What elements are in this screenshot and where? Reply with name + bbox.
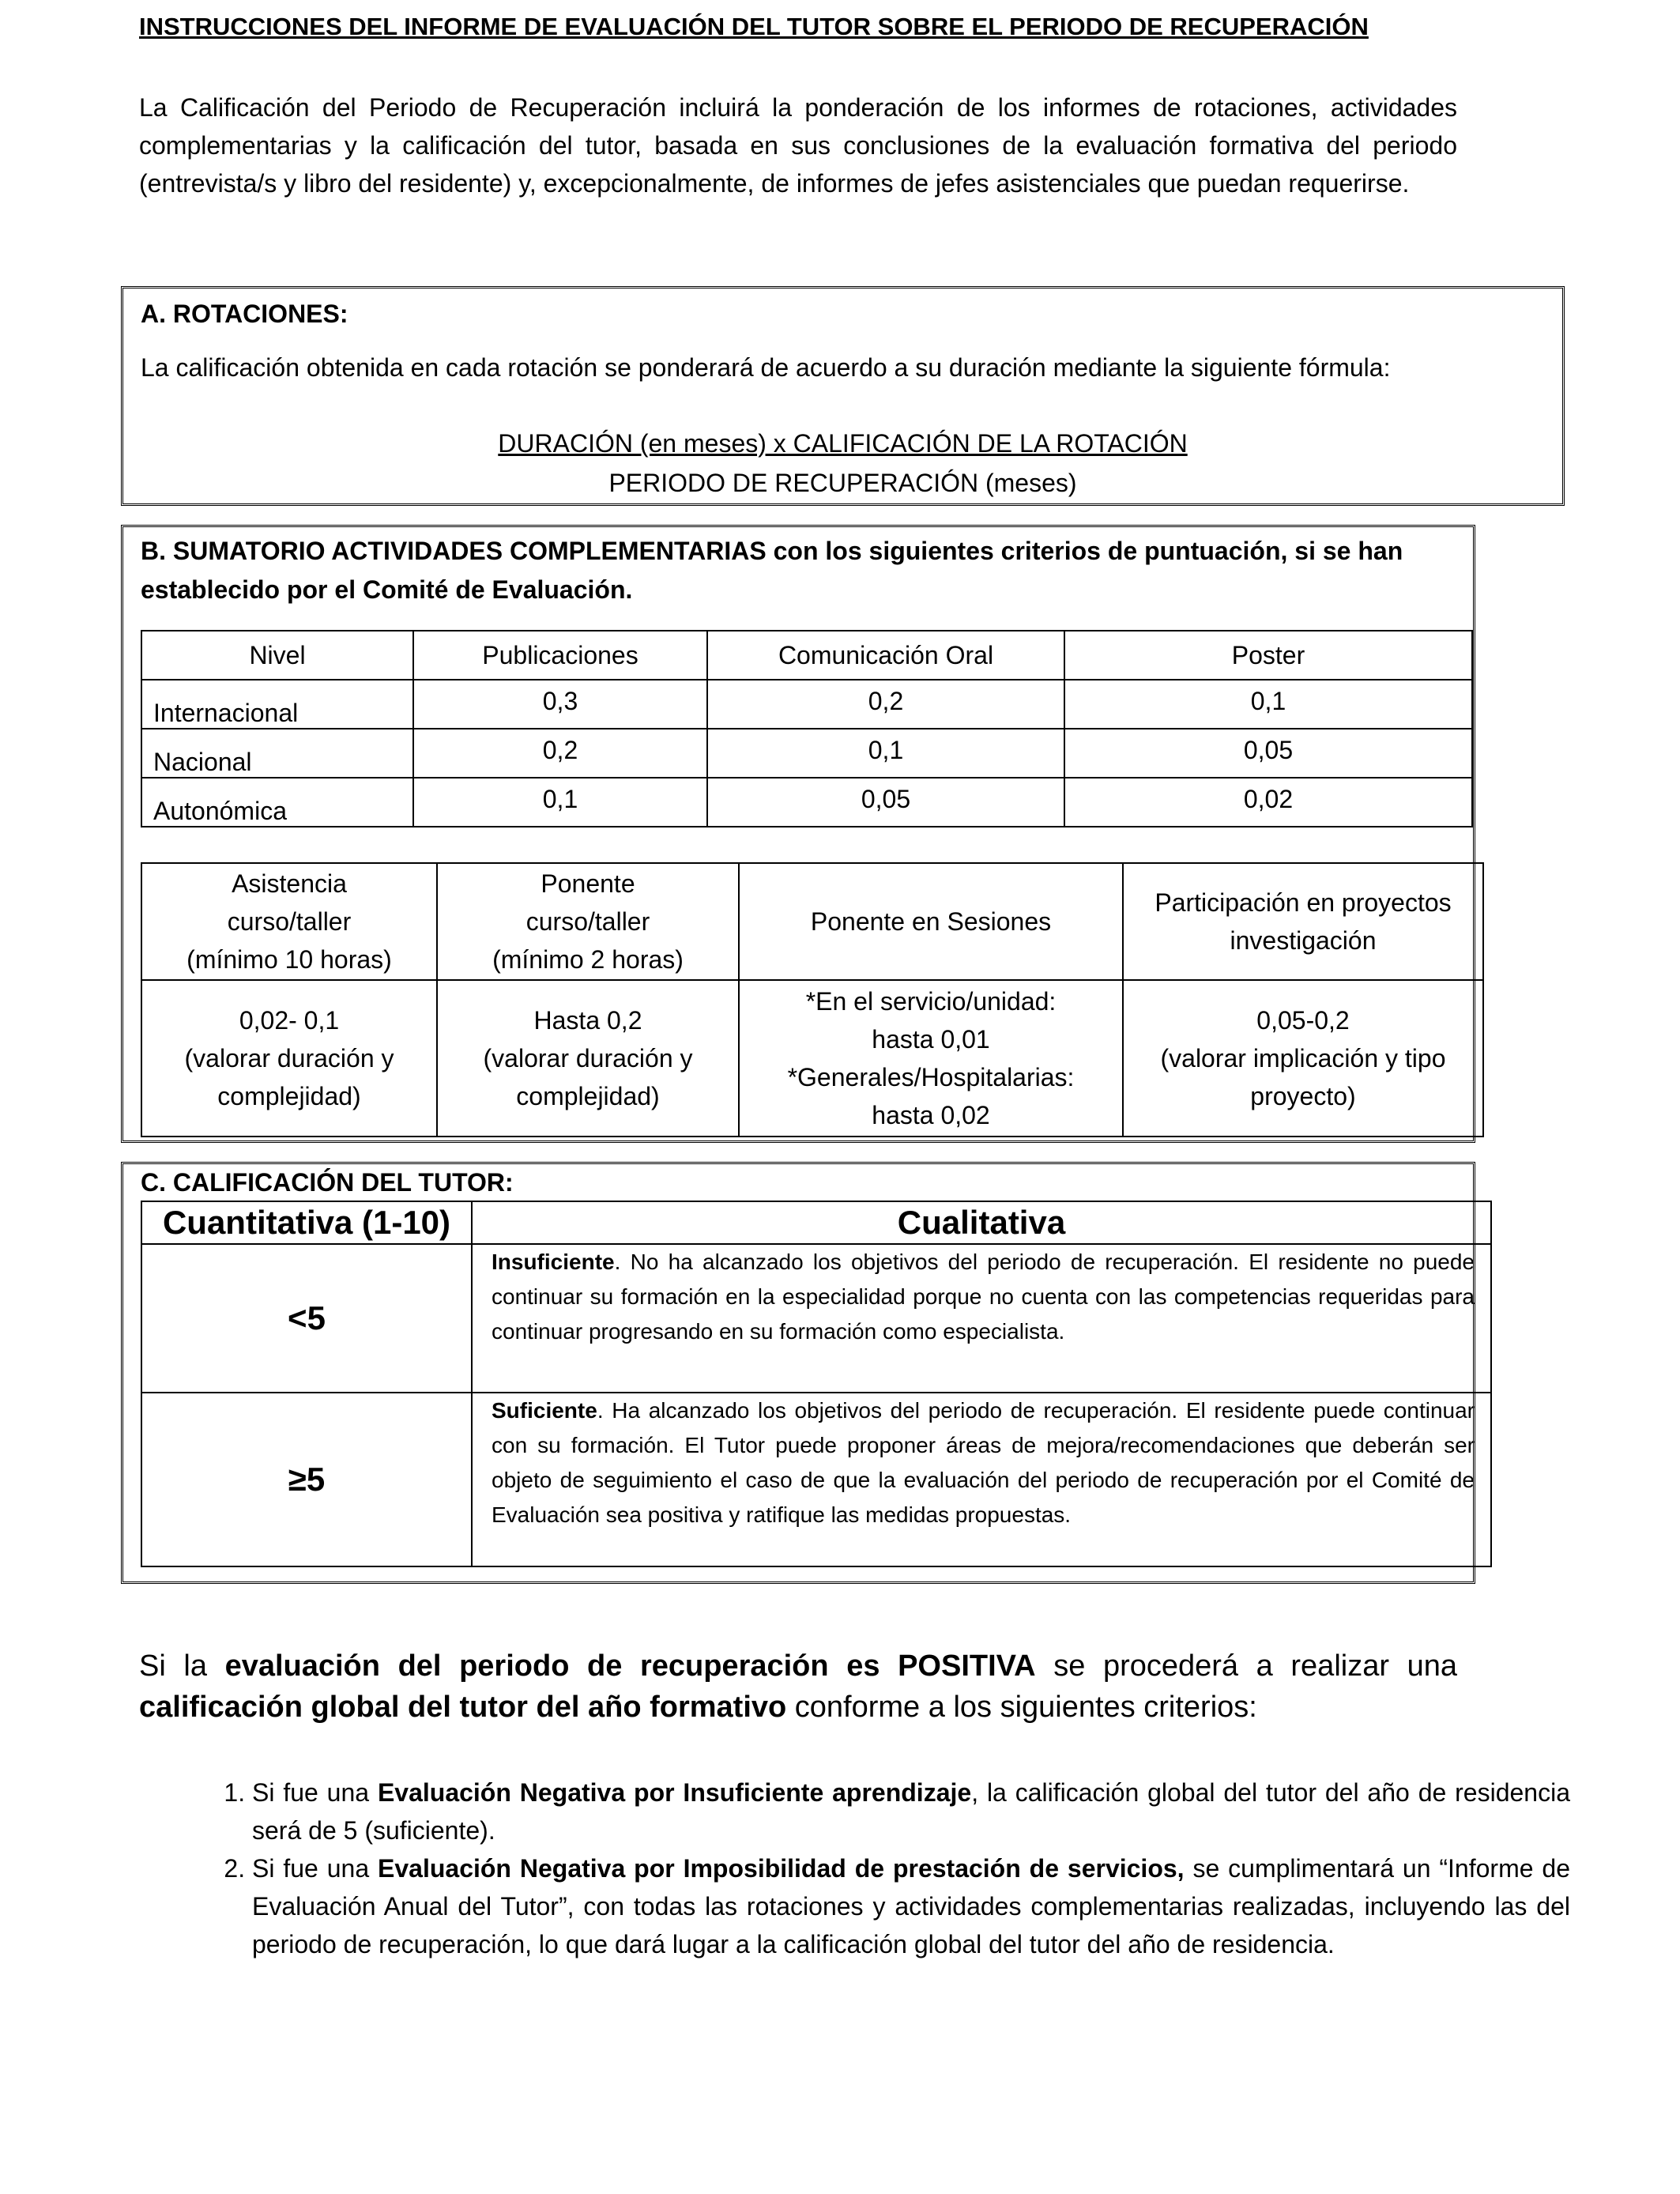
bold-run: Evaluación Negativa por Insuficiente aprendizaje xyxy=(377,1778,972,1807)
cell-line: (mínimo 2 horas) xyxy=(492,945,684,974)
section-b-title: B. SUMATORIO ACTIVIDADES COMPLEMENTARIAS con los siguientes criterios de puntuación, si se han establecido por el Comité de Evaluación. xyxy=(141,537,1403,604)
cell-line: Asistencia xyxy=(232,869,347,898)
intro-paragraph: La Calificación del Periodo de Recuperación incluirá la ponderación de los informes de rotaciones, actividades complementarias y la calificación del tutor, basada en sus conclusiones de la evaluación formativa del periodo (entrevista/s y libro del residente) y, excepcionalmente, de informes de jefes asistenciales que puedan requerirse. xyxy=(139,93,1457,198)
table-row xyxy=(141,980,1483,1137)
cell-line: 0,05-0,2 xyxy=(1256,1006,1350,1035)
level-cell: Autonómica xyxy=(141,778,413,827)
value-cell: 0,1 xyxy=(1064,680,1472,729)
text-run: Si fue una xyxy=(252,1778,378,1807)
value-cell: 0,1 xyxy=(707,729,1064,778)
final-paragraph xyxy=(139,1646,1457,1728)
table-row xyxy=(141,729,1472,778)
table-header-cell: Comunicación Oral xyxy=(707,631,1064,680)
cell-line: *En el servicio/unidad: xyxy=(805,987,1057,1016)
activities-table xyxy=(141,862,1484,1137)
value-cell: 0,02 xyxy=(1064,778,1472,827)
bold-run: evaluación del periodo de recuperación es POSITIVA xyxy=(224,1649,1036,1683)
formula-numerator-text: DURACIÓN (en meses) x CALIFICACIÓN DE LA ROTACIÓN xyxy=(498,429,1188,458)
cell-line: (mínimo 10 horas) xyxy=(186,945,392,974)
value-cell xyxy=(739,980,1123,1137)
cell-line: (valorar duración y xyxy=(483,1044,693,1072)
value-cell: 0,3 xyxy=(413,680,707,729)
table-header-cell: Cuantitativa (1-10) xyxy=(141,1201,472,1244)
bold-run: Evaluación Negativa por Imposibilidad de prestación de servicios, xyxy=(378,1854,1185,1883)
text-run: Si fue una xyxy=(252,1854,379,1883)
list-item xyxy=(252,1849,1570,1963)
publications-table xyxy=(141,630,1473,827)
table-header-row xyxy=(141,631,1472,680)
table-header-cell: Nivel xyxy=(141,631,413,680)
formula-numerator xyxy=(123,424,1562,462)
cell-line: curso/taller xyxy=(525,907,650,936)
value-cell: 0,1 xyxy=(413,778,707,827)
cell-line: hasta 0,02 xyxy=(872,1101,990,1129)
text-run: , la calificación global del tutor del año de residencia será de 5 (suficiente). xyxy=(252,1778,1571,1845)
table-header-cell xyxy=(739,863,1123,980)
value-cell xyxy=(141,980,437,1137)
list-item xyxy=(252,1774,1570,1849)
cell-line: (valorar duración y xyxy=(184,1044,394,1072)
section-rotaciones xyxy=(121,286,1565,506)
description-cell xyxy=(472,1244,1491,1393)
section-c-title: C. CALIFICACIÓN DEL TUTOR: xyxy=(141,1168,514,1197)
table-header-cell: Publicaciones xyxy=(413,631,707,680)
value-cell: 0,2 xyxy=(707,680,1064,729)
cell-line: (valorar implicación y tipo xyxy=(1160,1044,1446,1072)
score-cell: ≥5 xyxy=(141,1393,472,1566)
cell-line: complejidad) xyxy=(217,1082,361,1110)
cell-line: complejidad) xyxy=(516,1082,660,1110)
section-a-title: A. ROTACIONES: xyxy=(141,300,348,328)
level-cell: Internacional xyxy=(141,680,413,729)
table-header-row xyxy=(141,863,1483,980)
score-cell: <5 xyxy=(141,1244,472,1393)
document-title: INSTRUCCIONES DEL INFORME DE EVALUACIÓN DEL TUTOR SOBRE EL PERIODO DE RECUPERACIÓN xyxy=(139,13,1369,40)
table-row xyxy=(141,778,1472,827)
value-cell: 0,05 xyxy=(1064,729,1472,778)
text-run: Si la xyxy=(139,1649,225,1683)
bold-run: calificación global del tutor del año formativo xyxy=(139,1691,787,1724)
cell-line: Ponente en Sesiones xyxy=(810,907,1052,936)
cell-line: hasta 0,01 xyxy=(872,1025,990,1054)
table-header-cell: Poster xyxy=(1064,631,1472,680)
table-row xyxy=(141,1244,1491,1393)
grade-text: . Ha alcanzado los objetivos del periodo de recuperación. El residente puede continuar con su formación. El Tutor puede proponer áreas de mejora/recomendaciones que deberán ser objeto de seguimiento el caso de que la evaluación del periodo de recuperación por el Comité de Evaluación sea positiva y ratifique las medidas propuestas. xyxy=(492,1398,1475,1527)
tutor-grading-table xyxy=(141,1201,1492,1567)
description-cell xyxy=(472,1393,1491,1566)
table-header-cell xyxy=(141,863,437,980)
cell-line: investigación xyxy=(1230,926,1377,955)
table-row xyxy=(141,680,1472,729)
value-cell: 0,2 xyxy=(413,729,707,778)
value-cell: 0,05 xyxy=(707,778,1064,827)
criteria-list xyxy=(139,1774,1570,1963)
section-actividades xyxy=(121,525,1475,1143)
table-header-cell: Cualitativa xyxy=(472,1201,1491,1244)
cell-line: Participación en proyectos xyxy=(1155,888,1452,917)
cell-line: Hasta 0,2 xyxy=(533,1006,642,1035)
cell-line: proyecto) xyxy=(1250,1082,1356,1110)
cell-line: 0,02- 0,1 xyxy=(239,1006,340,1035)
table-header-cell xyxy=(437,863,739,980)
cell-line: curso/taller xyxy=(227,907,352,936)
table-header-cell xyxy=(1123,863,1483,980)
section-a-text: La calificación obtenida en cada rotación se ponderará de acuerdo a su duración mediante la siguiente fórmula: xyxy=(141,353,1391,382)
section-calificacion-tutor xyxy=(121,1162,1475,1584)
table-row xyxy=(141,1393,1491,1566)
value-cell xyxy=(1123,980,1483,1137)
grade-label: Suficiente xyxy=(492,1398,597,1423)
table-header-row xyxy=(141,1201,1491,1244)
cell-line: *Generales/Hospitalarias: xyxy=(787,1063,1075,1091)
cell-line: Ponente xyxy=(541,869,635,898)
grade-text: . No ha alcanzado los objetivos del periodo de recuperación. El residente no puede continuar su formación en la especialidad porque no cuenta con las competencias requeridas para continuar progresando en su formación como especialista. xyxy=(492,1250,1475,1344)
value-cell xyxy=(437,980,739,1137)
level-cell: Nacional xyxy=(141,729,413,778)
text-run: se cumplimentará un “Informe de Evaluación Anual del Tutor”, con todas las rotaciones y actividades complementarias realizadas, incluyendo las del periodo de recuperación, lo que dará lugar a la calificación global del tutor del año de residencia. xyxy=(252,1854,1571,1958)
grade-label: Insuficiente xyxy=(492,1250,615,1274)
formula-denominator: PERIODO DE RECUPERACIÓN (meses) xyxy=(608,469,1077,497)
text-run: conforme a los siguientes criterios: xyxy=(786,1691,1257,1724)
text-run: se procederá a realizar una xyxy=(1035,1649,1457,1683)
